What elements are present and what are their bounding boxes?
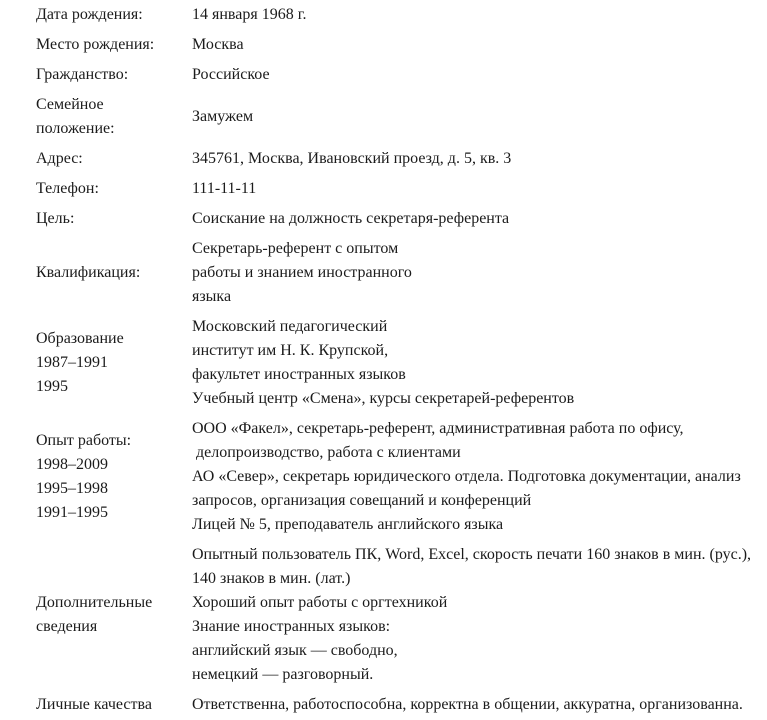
text-line: Учебный центр «Смена», курсы секретарей-референтов bbox=[192, 390, 575, 407]
row-address bbox=[36, 144, 757, 174]
text-line: положение: bbox=[36, 120, 115, 137]
field-value bbox=[192, 90, 757, 144]
field-value bbox=[192, 144, 757, 174]
text-line: Образование bbox=[36, 330, 124, 347]
field-label bbox=[36, 30, 192, 60]
row-birth-place bbox=[36, 30, 757, 60]
field-label bbox=[36, 540, 192, 690]
field-value bbox=[192, 540, 757, 690]
text-line: Опыт работы: bbox=[36, 432, 132, 449]
row-phone bbox=[36, 174, 757, 204]
text-line: Лицей № 5, преподаватель английского языка bbox=[192, 516, 504, 533]
field-label bbox=[36, 90, 192, 144]
text-line: Дополнительные bbox=[36, 594, 153, 611]
text-line: 1995–1998 bbox=[36, 480, 108, 497]
text-line: 345761, Москва, Ивановский проезд, д. 5, кв. 3 bbox=[192, 150, 512, 167]
field-label bbox=[36, 234, 192, 312]
row-objective bbox=[36, 204, 757, 234]
text-line: английский язык — свободно, bbox=[192, 642, 398, 659]
text-line: ООО «Факел», секретарь-референт, административная работа по офису, bbox=[192, 420, 684, 437]
field-label bbox=[36, 312, 192, 414]
text-line: Телефон: bbox=[36, 180, 99, 197]
text-line: Цель: bbox=[36, 210, 75, 227]
text-line: институт им Н. К. Крупской, bbox=[192, 342, 389, 359]
text-line: 14 января 1968 г. bbox=[192, 6, 307, 23]
text-line: Соискание на должность секретаря-референта bbox=[192, 210, 510, 227]
field-value bbox=[192, 312, 757, 414]
text-line: 1991–1995 bbox=[36, 504, 108, 521]
text-line: сведения bbox=[36, 618, 98, 635]
resume-table bbox=[36, 0, 757, 720]
text-line: Гражданство: bbox=[36, 66, 129, 83]
text-line: Семейное bbox=[36, 96, 104, 113]
text-line: Московский педагогический bbox=[192, 318, 388, 335]
field-value bbox=[192, 414, 757, 540]
field-value bbox=[192, 234, 757, 312]
text-line: Российское bbox=[192, 66, 270, 83]
field-label bbox=[36, 144, 192, 174]
text-line: 1998–2009 bbox=[36, 456, 108, 473]
text-line: запросов, организация совещаний и конференций bbox=[192, 492, 532, 509]
row-work-experience bbox=[36, 414, 757, 540]
text-line: немецкий — разговорный. bbox=[192, 666, 374, 683]
text-line: АО «Север», секретарь юридического отдела. Подготовка документации, анализ bbox=[192, 468, 741, 485]
text-line: Квалификация: bbox=[36, 264, 141, 281]
row-personal-qualities bbox=[36, 690, 757, 720]
text-line: факультет иностранных языков bbox=[192, 366, 406, 383]
text-line: Адрес: bbox=[36, 150, 83, 167]
text-line: 111-11-11 bbox=[192, 180, 257, 197]
field-value bbox=[192, 60, 757, 90]
field-label bbox=[36, 690, 192, 720]
text-line: 1987–1991 bbox=[36, 354, 108, 371]
text-line: Дата рождения: bbox=[36, 6, 143, 23]
text-line: делопроизводство, работа с клиентами bbox=[192, 444, 461, 461]
text-line: Замужем bbox=[192, 108, 254, 125]
text-line: Секретарь-референт с опытом bbox=[192, 240, 399, 257]
text-line: Хороший опыт работы с оргтехникой bbox=[192, 594, 448, 611]
field-value bbox=[192, 690, 757, 720]
text-line: Москва bbox=[192, 36, 244, 53]
text-line: языка bbox=[192, 288, 232, 305]
row-qualification bbox=[36, 234, 757, 312]
row-birth-date bbox=[36, 0, 757, 30]
text-line: 1995 bbox=[36, 378, 68, 395]
field-label bbox=[36, 414, 192, 540]
text-line: 140 знаков в мин. (лат.) bbox=[192, 570, 351, 587]
text-line: работы и знанием иностранного bbox=[192, 264, 412, 281]
field-label bbox=[36, 60, 192, 90]
row-citizenship bbox=[36, 60, 757, 90]
text-line: Ответственна, работоспособна, корректна в общении, аккуратна, организованна. bbox=[192, 696, 743, 713]
field-value bbox=[192, 204, 757, 234]
text-line: Опытный пользователь ПК, Word, Excel, скорость печати 160 знаков в мин. (рус.), bbox=[192, 546, 752, 563]
field-label bbox=[36, 204, 192, 234]
field-label bbox=[36, 174, 192, 204]
row-marital-status bbox=[36, 90, 757, 144]
field-value bbox=[192, 0, 757, 30]
row-education bbox=[36, 312, 757, 414]
field-value bbox=[192, 174, 757, 204]
text-line: Место рождения: bbox=[36, 36, 155, 53]
field-label bbox=[36, 0, 192, 30]
text-line: Личные качества bbox=[36, 696, 152, 713]
field-value bbox=[192, 30, 757, 60]
row-additional-info bbox=[36, 540, 757, 690]
text-line: Знание иностранных языков: bbox=[192, 618, 391, 635]
